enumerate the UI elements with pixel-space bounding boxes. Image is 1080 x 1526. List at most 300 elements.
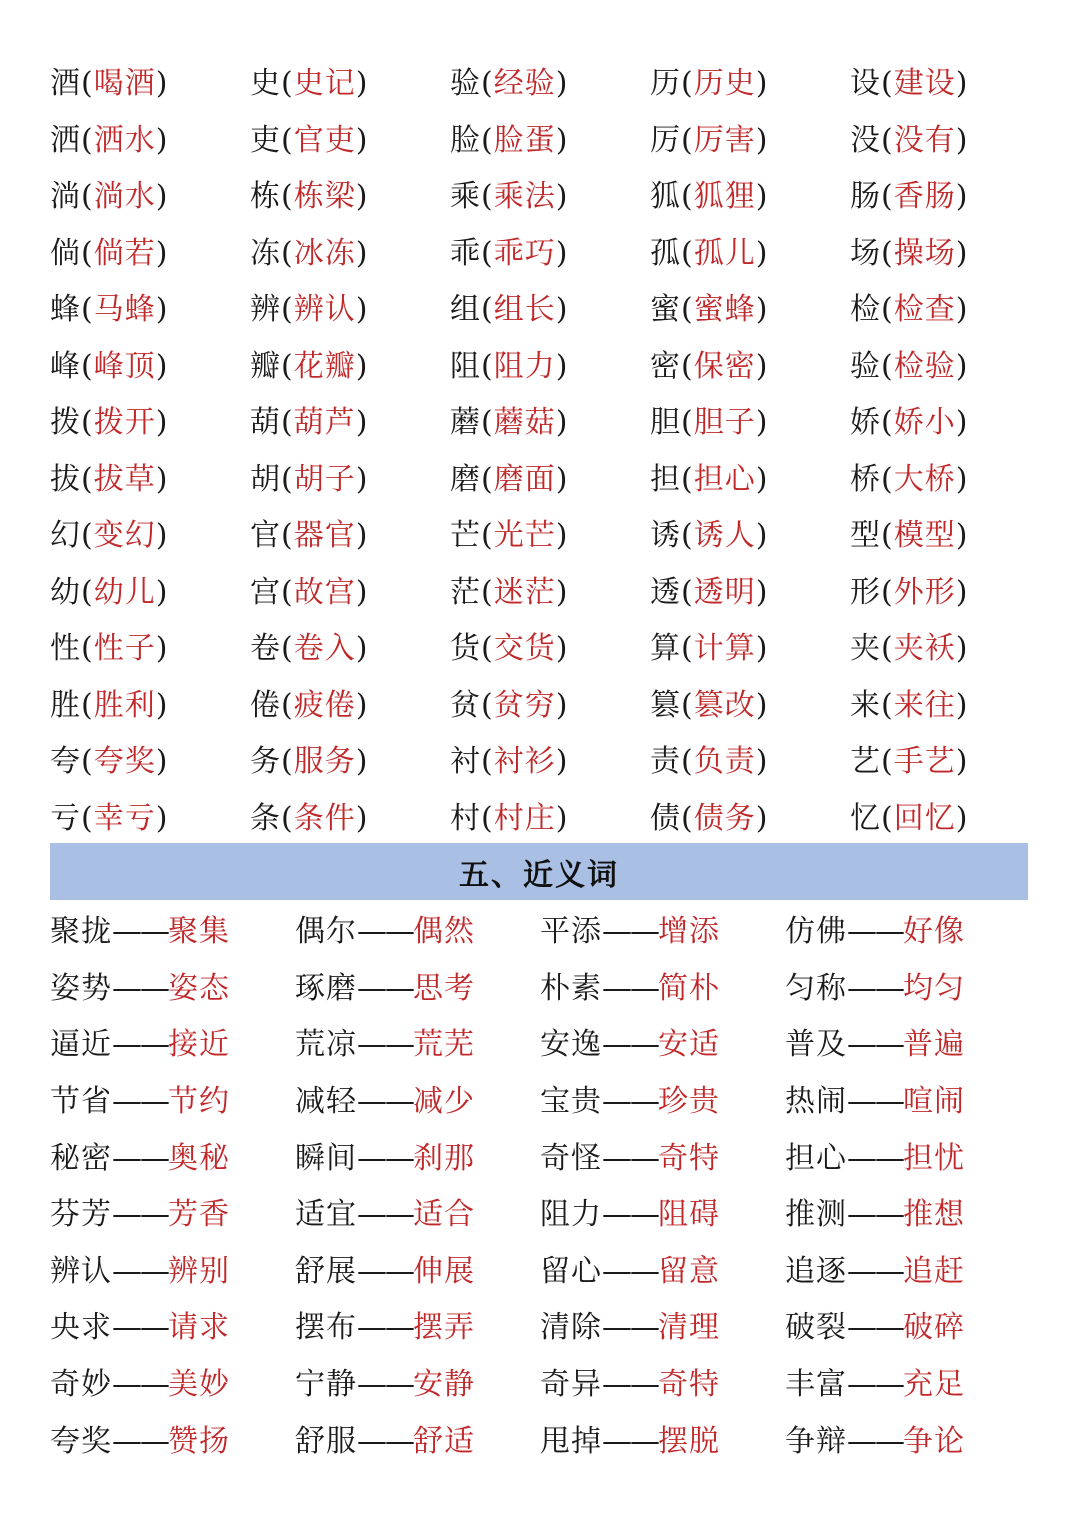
synonym-dash: —— [112,1423,168,1459]
synonym-dash: —— [602,1423,658,1459]
synonym-answer: 追赶 [903,1253,965,1289]
close-paren: ) [155,631,169,667]
open-paren: ( [281,461,294,497]
synonym-word: 舒服 [295,1423,357,1459]
word-char: 栋 [250,179,281,215]
word-char: 葫 [250,405,281,441]
open-paren: ( [881,179,894,215]
close-paren: ) [155,348,169,384]
synonym-answer: 喧闹 [903,1084,965,1120]
open-paren: ( [681,348,694,384]
close-paren: ) [555,405,569,441]
word-item [50,115,250,159]
synonym-item [295,1302,540,1346]
word-answer: 衬衫 [493,744,556,780]
open-paren: ( [81,292,94,328]
synonym-word: 奇妙 [50,1367,112,1403]
word-char: 算 [650,631,681,667]
word-answer: 冰冻 [293,235,356,271]
word-answer: 变幻 [93,518,156,554]
synonym-word: 荒凉 [295,1027,357,1063]
close-paren: ) [955,122,969,158]
word-item [450,567,650,611]
word-item [450,397,650,441]
synonym-answer: 偶然 [413,914,475,950]
synonym-dash: —— [357,1253,413,1289]
word-item [50,736,250,780]
word-char: 胆 [650,405,681,441]
close-paren: ) [155,292,169,328]
word-item [650,623,850,667]
synonym-row [50,1070,1050,1127]
word-char: 场 [850,235,881,271]
word-item [250,284,450,328]
open-paren: ( [881,292,894,328]
synonym-answer: 好像 [903,914,965,950]
synonym-dash: —— [112,1367,168,1403]
word-answer: 蘑菇 [493,405,556,441]
synonym-dash: —— [602,970,658,1006]
word-char: 密 [650,348,681,384]
open-paren: ( [81,518,94,554]
word-item [50,454,250,498]
close-paren: ) [955,687,969,723]
synonym-item [785,1246,1030,1290]
synonym-dash: —— [602,1253,658,1289]
word-char: 责 [650,744,681,780]
close-paren: ) [955,66,969,102]
synonym-dash: —— [602,1197,658,1233]
word-item [250,567,450,611]
synonym-word: 央求 [50,1310,112,1346]
open-paren: ( [81,405,94,441]
synonym-word: 逼近 [50,1027,112,1063]
close-paren: ) [755,800,769,836]
close-paren: ) [955,800,969,836]
word-char: 辨 [250,292,281,328]
close-paren: ) [155,518,169,554]
open-paren: ( [281,687,294,723]
synonym-word: 匀称 [785,970,847,1006]
open-paren: ( [81,179,94,215]
word-row [50,278,1050,335]
word-item [250,623,450,667]
close-paren: ) [155,461,169,497]
open-paren: ( [281,405,294,441]
synonym-word: 阻力 [540,1197,602,1233]
word-answer: 拔草 [93,461,156,497]
word-char: 检 [850,292,881,328]
word-answer: 淌水 [93,179,156,215]
synonym-dash: —— [112,914,168,950]
open-paren: ( [481,179,494,215]
word-answer: 没有 [893,122,956,158]
close-paren: ) [755,518,769,554]
synonym-word: 追逐 [785,1253,847,1289]
synonym-answer: 摆脱 [658,1423,720,1459]
word-char: 篡 [650,687,681,723]
synonym-item [540,1246,785,1290]
synonym-dash: —— [847,1367,903,1403]
word-answer: 手艺 [893,744,956,780]
word-answer: 胡子 [293,461,356,497]
word-char: 胜 [50,687,81,723]
synonym-word: 芬芳 [50,1197,112,1233]
word-item [450,680,650,724]
close-paren: ) [155,744,169,780]
word-char: 洒 [50,122,81,158]
close-paren: ) [955,574,969,610]
word-row [50,109,1050,166]
word-item [850,510,1050,554]
synonym-row [50,1353,1050,1410]
word-item [250,397,450,441]
close-paren: ) [755,122,769,158]
word-answer: 幸亏 [93,800,156,836]
open-paren: ( [881,235,894,271]
word-answer: 辨认 [293,292,356,328]
synonym-dash: —— [602,1310,658,1346]
word-char: 厉 [650,122,681,158]
synonym-answer: 奇特 [658,1140,720,1176]
synonym-dash: —— [357,1423,413,1459]
word-answer: 担心 [693,461,756,497]
word-item [250,454,450,498]
close-paren: ) [555,574,569,610]
close-paren: ) [555,122,569,158]
open-paren: ( [81,744,94,780]
close-paren: ) [955,461,969,497]
synonym-item [295,1133,540,1177]
word-item [850,397,1050,441]
word-item [850,284,1050,328]
word-char: 瓣 [250,348,281,384]
close-paren: ) [555,179,569,215]
synonym-item [50,1019,295,1063]
word-char: 历 [650,66,681,102]
close-paren: ) [355,292,369,328]
word-char: 娇 [850,405,881,441]
close-paren: ) [755,744,769,780]
open-paren: ( [681,292,694,328]
synonym-item [540,1019,785,1063]
close-paren: ) [555,292,569,328]
synonym-dash: —— [357,1367,413,1403]
word-char: 幼 [50,574,81,610]
word-item [650,228,850,272]
close-paren: ) [355,574,369,610]
word-answer: 检验 [893,348,956,384]
word-answer: 胆子 [693,405,756,441]
word-answer: 洒水 [93,122,156,158]
synonym-item [295,1416,540,1460]
open-paren: ( [881,348,894,384]
open-paren: ( [81,348,94,384]
synonym-answer: 阻碍 [658,1197,720,1233]
synonym-word: 仿佛 [785,914,847,950]
synonym-answer: 珍贵 [658,1084,720,1120]
close-paren: ) [755,405,769,441]
open-paren: ( [681,235,694,271]
word-char: 来 [850,687,881,723]
close-paren: ) [755,687,769,723]
word-item [650,58,850,102]
synonym-item [785,1019,1030,1063]
word-item [850,736,1050,780]
word-answer: 计算 [693,631,756,667]
word-item [850,171,1050,215]
synonym-word: 争辩 [785,1423,847,1459]
word-char: 货 [450,631,481,667]
section-banner [50,843,1028,900]
word-answer: 蜜蜂 [693,292,756,328]
open-paren: ( [81,66,94,102]
open-paren: ( [281,122,294,158]
word-answer: 条件 [293,800,356,836]
word-item [50,567,250,611]
word-char: 贫 [450,687,481,723]
word-answer: 服务 [293,744,356,780]
word-char: 忆 [850,800,881,836]
word-char: 夹 [850,631,881,667]
close-paren: ) [155,800,169,836]
synonym-item [540,963,785,1007]
word-answer: 卷入 [293,631,356,667]
synonym-answer: 奥秘 [168,1140,230,1176]
synonym-answer: 舒适 [413,1423,475,1459]
word-answer: 债务 [693,800,756,836]
synonym-item [50,1359,295,1403]
word-answer: 组长 [493,292,556,328]
synonym-answer: 普遍 [903,1027,965,1063]
synonym-item [785,963,1030,1007]
word-item [850,623,1050,667]
synonym-dash: —— [847,1423,903,1459]
close-paren: ) [555,348,569,384]
word-char: 胡 [250,461,281,497]
word-answer: 香肠 [893,179,956,215]
synonym-answer: 姿态 [168,970,230,1006]
word-answer: 保密 [693,348,756,384]
close-paren: ) [355,235,369,271]
open-paren: ( [681,518,694,554]
synonym-dash: —— [847,1253,903,1289]
word-answer: 性子 [93,631,156,667]
synonym-item [50,1076,295,1120]
open-paren: ( [681,574,694,610]
synonym-item [785,906,1030,950]
word-char: 拔 [50,461,81,497]
synonym-word: 担心 [785,1140,847,1176]
word-row [50,52,1050,109]
synonym-item [295,963,540,1007]
word-item [450,510,650,554]
close-paren: ) [155,122,169,158]
close-paren: ) [955,631,969,667]
open-paren: ( [81,122,94,158]
synonym-answer: 奇特 [658,1367,720,1403]
synonym-item [785,1133,1030,1177]
word-item [650,736,850,780]
word-char: 担 [650,461,681,497]
word-answer: 来往 [893,687,956,723]
synonym-answer: 留意 [658,1253,720,1289]
word-item [450,171,650,215]
close-paren: ) [355,122,369,158]
word-char: 条 [250,800,281,836]
word-char: 村 [450,800,481,836]
synonym-answer: 辨别 [168,1253,230,1289]
synonym-dash: —— [112,1084,168,1120]
open-paren: ( [881,687,894,723]
word-item [250,341,450,385]
open-paren: ( [681,744,694,780]
open-paren: ( [81,800,94,836]
open-paren: ( [881,574,894,610]
synonym-word: 清除 [540,1310,602,1346]
word-answer: 操场 [893,235,956,271]
open-paren: ( [881,518,894,554]
synonym-row [50,1126,1050,1183]
open-paren: ( [481,574,494,610]
close-paren: ) [555,687,569,723]
close-paren: ) [555,800,569,836]
synonym-item [540,906,785,950]
word-answer: 模型 [893,518,956,554]
word-char: 幻 [50,518,81,554]
synonym-word: 甩掉 [540,1423,602,1459]
synonym-answer: 赞扬 [168,1423,230,1459]
word-item [450,115,650,159]
word-item [50,58,250,102]
word-char: 倘 [50,235,81,271]
synonym-answer: 简朴 [658,970,720,1006]
word-item [250,793,450,837]
synonym-table [50,900,1050,1466]
close-paren: ) [955,518,969,554]
word-answer: 孤儿 [693,235,756,271]
synonym-dash: —— [112,1197,168,1233]
close-paren: ) [755,179,769,215]
word-answer: 娇小 [893,405,956,441]
word-char: 诱 [650,518,681,554]
close-paren: ) [155,235,169,271]
synonym-word: 奇怪 [540,1140,602,1176]
close-paren: ) [955,348,969,384]
synonym-word: 舒展 [295,1253,357,1289]
close-paren: ) [955,405,969,441]
word-item [850,115,1050,159]
close-paren: ) [355,405,369,441]
close-paren: ) [355,631,369,667]
synonym-item [785,1189,1030,1233]
word-char: 验 [450,66,481,102]
word-item [450,341,650,385]
synonym-dash: —— [847,914,903,950]
open-paren: ( [81,574,94,610]
word-row [50,561,1050,618]
word-answer: 篡改 [693,687,756,723]
word-answer: 倘若 [93,235,156,271]
synonym-dash: —— [847,1084,903,1120]
open-paren: ( [681,66,694,102]
synonym-answer: 刹那 [413,1140,475,1176]
synonym-word: 瞬间 [295,1140,357,1176]
open-paren: ( [481,461,494,497]
word-answer: 乖巧 [493,235,556,271]
open-paren: ( [81,687,94,723]
open-paren: ( [681,405,694,441]
word-item [50,623,250,667]
synonym-answer: 美妙 [168,1367,230,1403]
word-char: 桥 [850,461,881,497]
word-answer: 外形 [893,574,956,610]
open-paren: ( [281,800,294,836]
synonym-answer: 适合 [413,1197,475,1233]
word-item [850,341,1050,385]
synonym-answer: 摆弄 [413,1310,475,1346]
close-paren: ) [755,348,769,384]
synonym-item [50,1302,295,1346]
synonym-item [540,1076,785,1120]
open-paren: ( [281,574,294,610]
word-char: 乖 [450,235,481,271]
word-item [250,228,450,272]
synonym-word: 破裂 [785,1310,847,1346]
synonym-item [785,1076,1030,1120]
word-item [850,567,1050,611]
word-item [250,510,450,554]
open-paren: ( [881,122,894,158]
synonym-row [50,900,1050,957]
close-paren: ) [355,518,369,554]
synonym-dash: —— [112,1310,168,1346]
word-group-table [50,52,1050,843]
close-paren: ) [555,631,569,667]
word-item [50,397,250,441]
word-item [250,115,450,159]
word-item [650,567,850,611]
synonym-answer: 芳香 [168,1197,230,1233]
synonym-answer: 请求 [168,1310,230,1346]
open-paren: ( [281,292,294,328]
word-answer: 检查 [893,292,956,328]
word-answer: 负责 [693,744,756,780]
word-char: 酒 [50,66,81,102]
word-item [50,341,250,385]
synonym-dash: —— [847,1310,903,1346]
synonym-dash: —— [602,1367,658,1403]
word-answer: 史记 [293,66,356,102]
open-paren: ( [281,348,294,384]
synonym-word: 丰富 [785,1367,847,1403]
word-row [50,504,1050,561]
word-item [450,736,650,780]
synonym-word: 辨认 [50,1253,112,1289]
close-paren: ) [755,461,769,497]
word-row [50,391,1050,448]
word-item [850,228,1050,272]
word-answer: 经验 [493,66,556,102]
word-answer: 磨面 [493,461,556,497]
word-char: 倦 [250,687,281,723]
synonym-dash: —— [357,914,413,950]
synonym-dash: —— [112,1140,168,1176]
word-char: 蜜 [650,292,681,328]
word-item [650,171,850,215]
word-answer: 大桥 [893,461,956,497]
open-paren: ( [81,631,94,667]
